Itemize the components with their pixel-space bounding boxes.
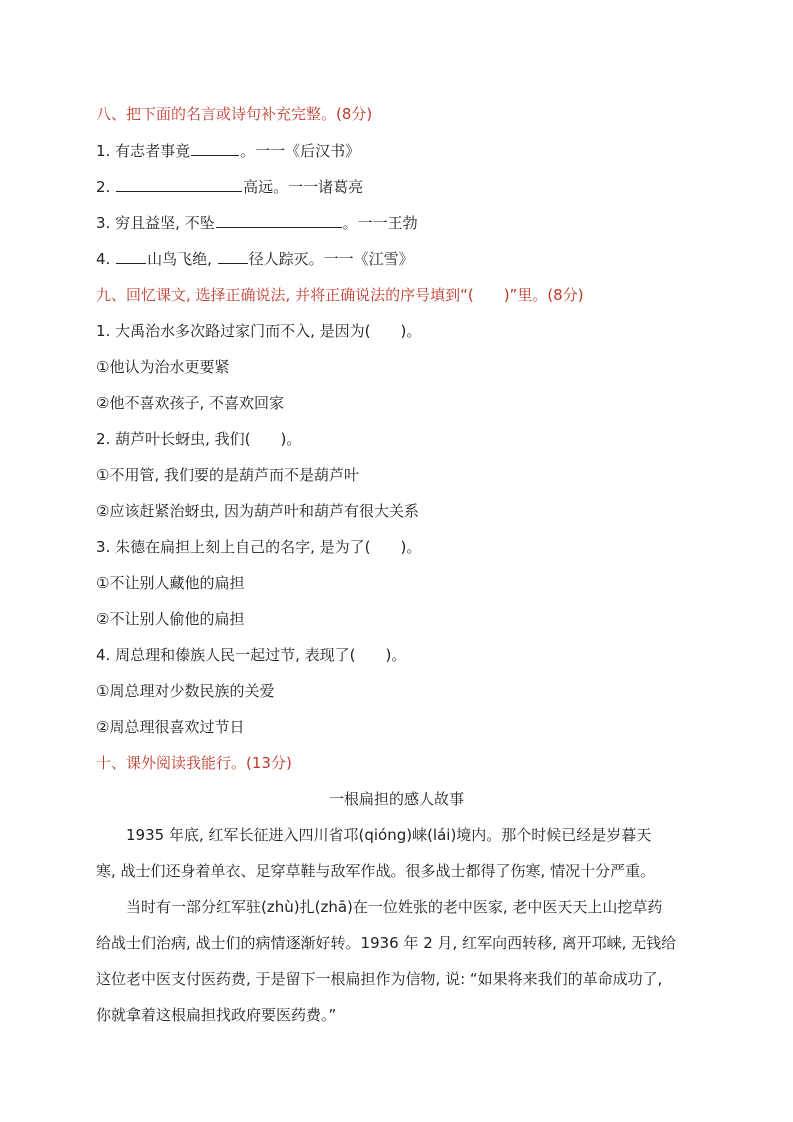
paragraph-line: 这位老中医支付医药费, 于是留下一根扁担作为信物, 说: “如果将来我们的革命成功了,	[96, 970, 663, 988]
story-paragraph-2	[96, 889, 708, 1033]
question-9-4: 4. 周总理和傣族人民一起过节, 表现了( )。	[96, 646, 407, 664]
question-8-4	[96, 249, 414, 269]
story-paragraph-1	[96, 817, 708, 889]
option-text: ①周总理对少数民族的关爱	[96, 682, 275, 700]
paragraph-line: 你就拿着这根扁担找政府要医药费。”	[96, 1006, 337, 1024]
section-10-heading: 十、课外阅读我能行。(13分)	[96, 754, 292, 772]
question-text: 3. 穷且益坚, 不坠	[96, 214, 215, 232]
story-title: 一根扁担的感人故事	[328, 790, 464, 808]
answer-blank[interactable]	[218, 249, 248, 264]
paragraph-line: 1935 年底, 红军长征进入四川省邛(qióng)崃(lái)境内。那个时候已经是岁暮天	[126, 826, 652, 844]
question-8-2	[96, 177, 363, 197]
answer-blank[interactable]	[116, 249, 146, 264]
option-text: ②周总理很喜欢过节日	[96, 718, 245, 736]
question-8-1	[96, 141, 360, 161]
paragraph-line: 寒, 战士们还身着单衣、足穿草鞋与敌军作战。很多战士都得了伤寒, 情况十分严重。	[96, 862, 656, 880]
option-text: ①不用管, 我们要的是葫芦而不是葫芦叶	[96, 466, 359, 484]
question-text: 1. 有志者事竟	[96, 142, 191, 160]
paragraph-line: 当时有一部分红军驻(zhù)扎(zhā)在一位姓张的老中医家, 老中医天天上山挖草药	[126, 898, 663, 916]
question-text: 山鸟飞绝,	[147, 250, 217, 268]
question-9-1: 1. 大禹治水多次路过家门而不入, 是因为( )。	[96, 322, 422, 340]
question-9-3: 3. 朱德在扁担上刻上自己的名字, 是为了( )。	[96, 538, 422, 556]
question-text: 。一一《后汉书》	[240, 142, 361, 160]
option-text: ①他认为治水更要紧	[96, 358, 230, 376]
section-9-heading: 九、回忆课文, 选择正确说法, 并将正确说法的序号填到“( )”里。(8分)	[96, 286, 584, 304]
paragraph-line: 给战士们治病, 战士们的病情逐渐好转。1936 年 2 月, 红军向西转移, 离开邛崃, 无钱给	[96, 934, 677, 952]
section-8-heading: 八、把下面的名言或诗句补充完整。(8分)	[96, 105, 373, 123]
answer-blank[interactable]	[116, 177, 242, 192]
question-text: 径人踪灭。一一《江雪》	[248, 250, 414, 268]
question-text: 高远。一一诸葛亮	[243, 178, 364, 196]
answer-blank[interactable]	[216, 213, 342, 228]
question-9-2: 2. 葫芦叶长蚜虫, 我们( )。	[96, 430, 302, 448]
question-8-3	[96, 213, 418, 233]
question-text: 。一一王勃	[342, 214, 418, 232]
option-text: ①不让别人藏他的扁担	[96, 574, 245, 592]
question-text: 4.	[96, 250, 116, 268]
option-text: ②不让别人偷他的扁担	[96, 610, 245, 628]
option-text: ②他不喜欢孩子, 不喜欢回家	[96, 394, 284, 412]
answer-blank[interactable]	[191, 141, 239, 156]
option-text: ②应该赶紧治蚜虫, 因为葫芦叶和葫芦有很大关系	[96, 502, 419, 520]
question-text: 2.	[96, 178, 116, 196]
